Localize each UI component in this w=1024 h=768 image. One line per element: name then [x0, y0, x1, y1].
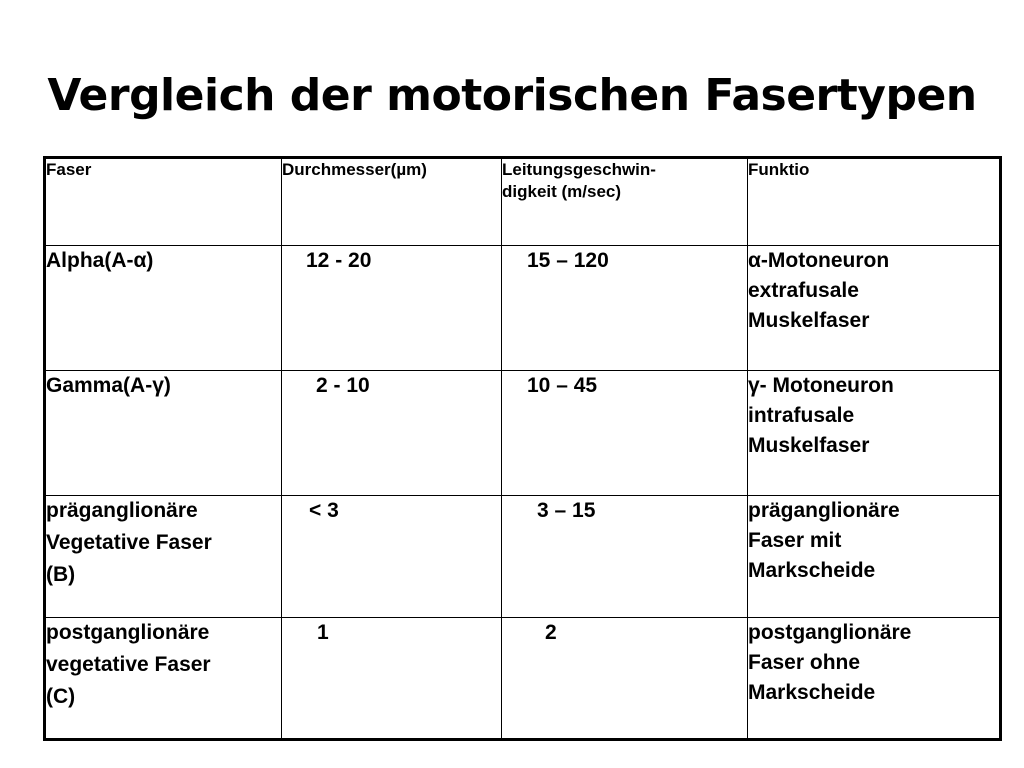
- durchmesser-value: < 3: [309, 499, 339, 522]
- funktion-cell: [748, 496, 1001, 618]
- geschwindigkeit-value: 2: [545, 621, 557, 644]
- funktion-line: Faser mit: [748, 529, 842, 552]
- faser-name-line: postganglionäre: [46, 621, 210, 644]
- durchmesser-cell: [282, 371, 502, 496]
- table-row: [45, 496, 1001, 618]
- header-label-funktion: Funktio: [748, 160, 810, 179]
- geschwindigkeit-value: 15 – 120: [527, 249, 609, 272]
- faser-cell: [45, 371, 282, 496]
- header-label-faser: Faser: [46, 160, 92, 179]
- geschwindigkeit-cell: [502, 246, 748, 371]
- header-cell-funktion: [748, 158, 1001, 246]
- funktion-line: Markscheide: [748, 681, 876, 704]
- faser-name: Alpha(A-α): [46, 249, 154, 272]
- geschwindigkeit-cell: [502, 371, 748, 496]
- faser-name-line: vegetative Faser: [46, 653, 211, 676]
- faser-name-line: Vegetative Faser: [46, 531, 212, 554]
- geschwindigkeit-cell: [502, 496, 748, 618]
- slide-title: Vergleich der motorischen Fasertypen: [47, 70, 977, 121]
- table-row: [45, 371, 1001, 496]
- funktion-line: intrafusale: [748, 404, 855, 427]
- header-cell-geschwindigkeit: [502, 158, 748, 246]
- durchmesser-value: 2 - 10: [316, 374, 370, 397]
- faser-table: [43, 156, 1002, 741]
- funktion-cell: [748, 246, 1001, 371]
- funktion-line: postganglionäre: [748, 621, 912, 644]
- funktion-line: Markscheide: [748, 559, 876, 582]
- durchmesser-cell: [282, 618, 502, 740]
- funktion-cell: [748, 371, 1001, 496]
- durchmesser-value: 12 - 20: [306, 249, 372, 272]
- geschwindigkeit-cell: [502, 618, 748, 740]
- durchmesser-cell: [282, 246, 502, 371]
- funktion-line: γ- Motoneuron: [748, 374, 894, 397]
- faser-name-line: (B): [46, 563, 76, 586]
- durchmesser-cell: [282, 496, 502, 618]
- table-row: [45, 246, 1001, 371]
- funktion-line: präganglionäre: [748, 499, 900, 522]
- header-cell-faser: [45, 158, 282, 246]
- header-label-geschwindigkeit-line-1: Leitungsgeschwin-: [502, 160, 656, 179]
- faser-name: Gamma(A-γ): [46, 374, 171, 397]
- geschwindigkeit-value: 3 – 15: [537, 499, 596, 522]
- durchmesser-value: 1: [317, 621, 329, 644]
- funktion-line: Muskelfaser: [748, 434, 870, 457]
- faser-cell: [45, 496, 282, 618]
- faser-cell: [45, 618, 282, 740]
- geschwindigkeit-value: 10 – 45: [527, 374, 598, 397]
- faser-name-line: präganglionäre: [46, 499, 198, 522]
- faser-cell: [45, 246, 282, 371]
- table-row: [45, 618, 1001, 740]
- header-label-geschwindigkeit-line-2: digkeit (m/sec): [502, 182, 622, 201]
- table-header-row: [45, 158, 1001, 246]
- funktion-line: extrafusale: [748, 279, 859, 302]
- funktion-line: α-Motoneuron: [748, 249, 890, 272]
- header-cell-durchmesser: [282, 158, 502, 246]
- faser-name-line: (C): [46, 685, 76, 708]
- funktion-line: Muskelfaser: [748, 309, 870, 332]
- funktion-cell: [748, 618, 1001, 740]
- funktion-line: Faser ohne: [748, 651, 861, 674]
- header-label-durchmesser: Durchmesser(µm): [282, 160, 427, 179]
